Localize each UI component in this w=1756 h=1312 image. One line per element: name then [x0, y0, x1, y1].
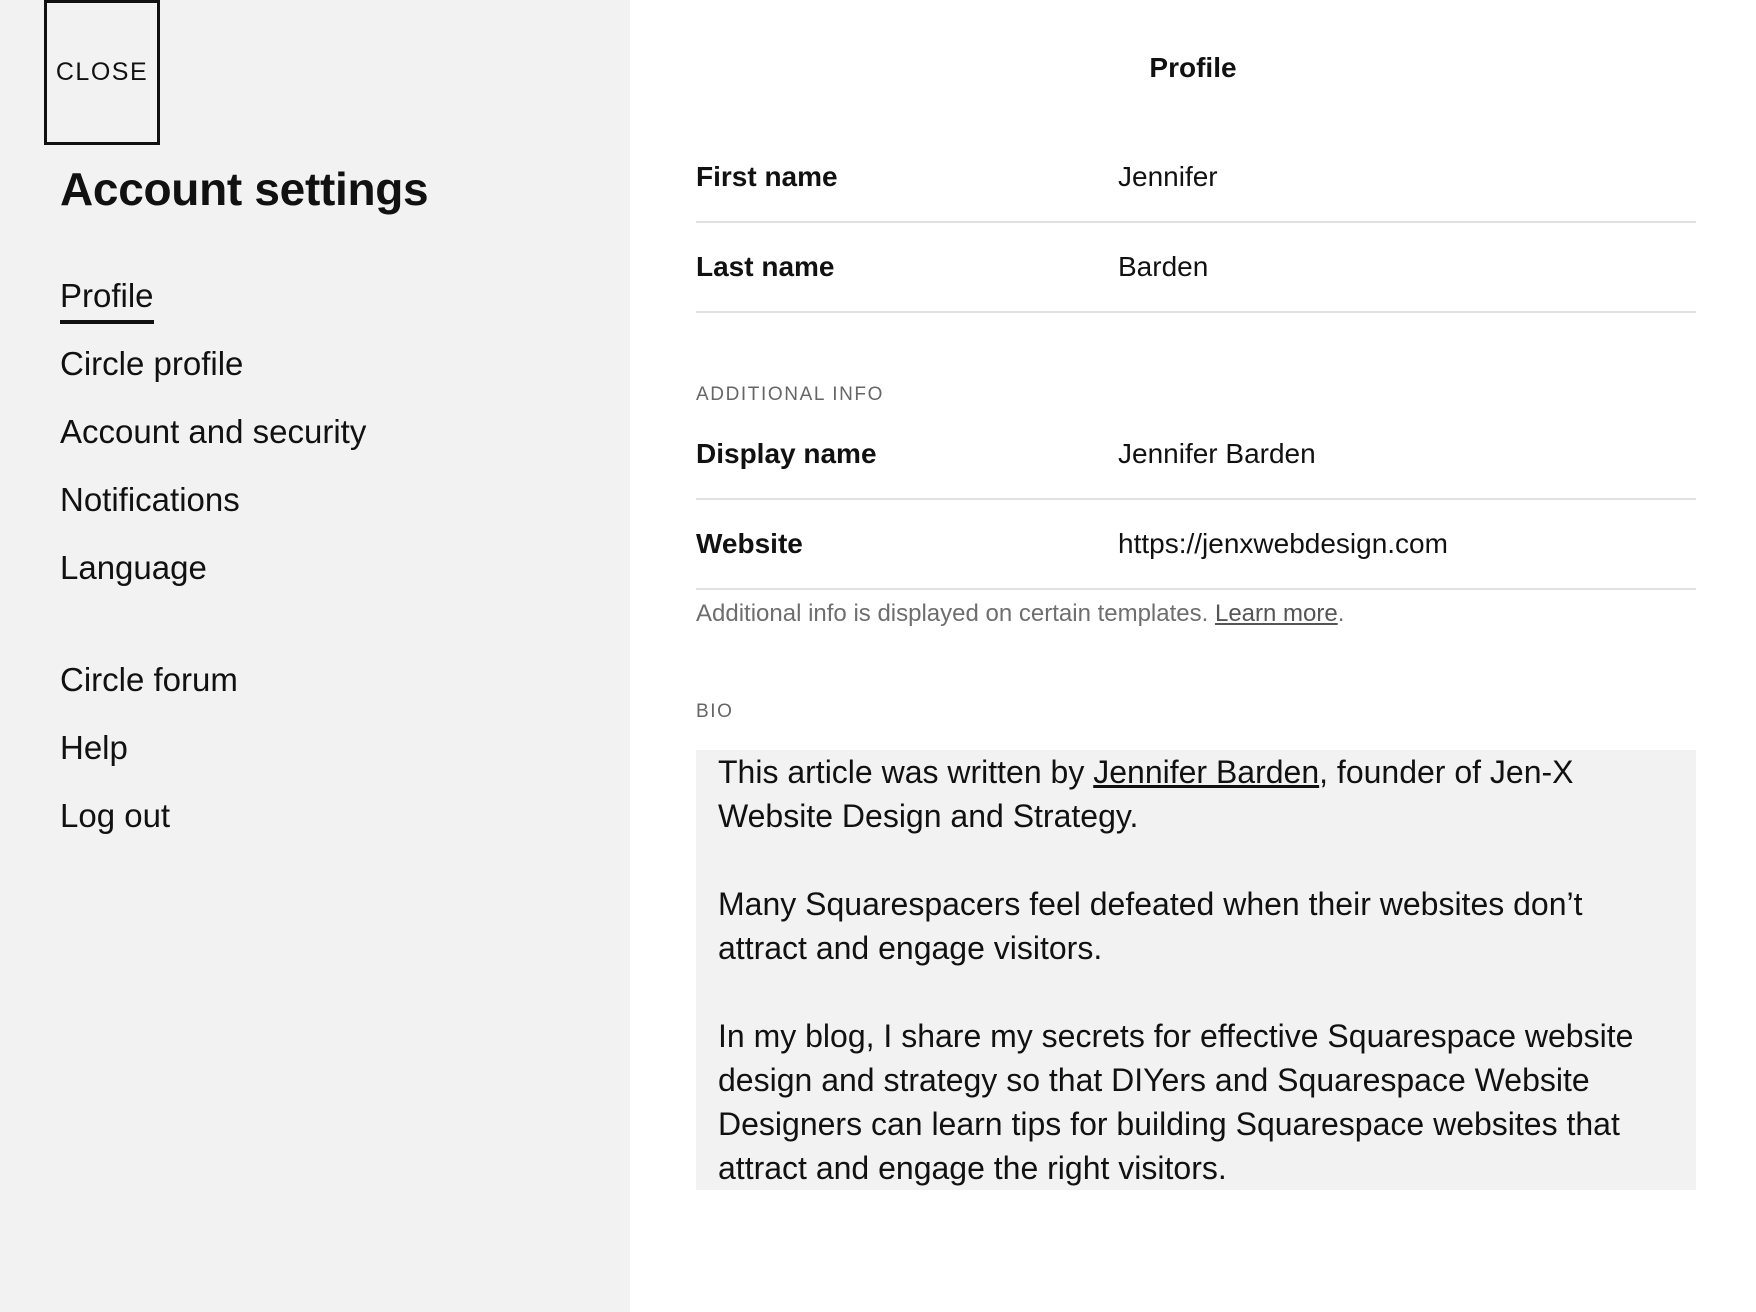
last-name-row[interactable] [696, 223, 1696, 313]
bio-text: , founder of Jen-X Website Design and Strategy. [718, 754, 1574, 834]
bio-author-link[interactable]: Jennifer Barden [1093, 754, 1320, 790]
last-name-label: Last name [696, 251, 835, 282]
sidebar-item-circle-forum[interactable]: Circle forum [60, 661, 238, 698]
bio-paragraph: Many Squarespacers feel defeated when their websites don’t attract and engage visitors. [718, 886, 1583, 966]
sidebar-item-account-security[interactable]: Account and security [60, 413, 367, 450]
sidebar-item-language[interactable]: Language [60, 549, 207, 586]
bio-text: This article was written by [718, 754, 1094, 790]
page-title: Profile [1149, 52, 1237, 83]
first-name-label: First name [696, 161, 838, 192]
help-suffix: . [1337, 600, 1345, 627]
display-name-value: Jennifer Barden [1118, 438, 1316, 469]
website-row[interactable] [696, 500, 1696, 590]
sidebar-item-notifications[interactable]: Notifications [60, 481, 240, 518]
additional-info-help [696, 600, 1344, 628]
first-name-value: Jennifer [1118, 161, 1218, 192]
help-text: Additional info is displayed on certain templates. [696, 600, 1209, 627]
sidebar-item-circle-profile[interactable]: Circle profile [60, 345, 244, 382]
additional-info-heading: ADDITIONAL INFO [696, 384, 884, 405]
close-button[interactable] [44, 0, 160, 145]
last-name-value: Barden [1118, 251, 1209, 282]
website-value: https://jenxwebdesign.com [1118, 528, 1448, 559]
profile-panel [630, 0, 1756, 1312]
sidebar-title: Account settings [60, 163, 429, 215]
first-name-row[interactable] [696, 133, 1696, 223]
sidebar-item-help[interactable]: Help [60, 729, 128, 766]
sidebar-item-log-out[interactable]: Log out [60, 797, 171, 834]
bio-heading: BIO [696, 701, 734, 722]
learn-more-link[interactable]: Learn more [1214, 600, 1338, 627]
bio-paragraph: In my blog, I share my secrets for effective Squarespace website design and strategy so that DIYers and Squarespace Website Designers can learn tips for building Squarespace websites that attract and engage the right visitors. [718, 1018, 1634, 1186]
sidebar [0, 0, 630, 1312]
sidebar-item-profile[interactable]: Profile [60, 276, 154, 324]
bio-textarea[interactable] [696, 750, 1696, 1190]
close-button-label: CLOSE [55, 58, 149, 86]
display-name-row[interactable] [696, 410, 1696, 500]
bio-paragraph [718, 750, 1674, 838]
display-name-label: Display name [696, 438, 877, 469]
website-label: Website [696, 528, 803, 559]
